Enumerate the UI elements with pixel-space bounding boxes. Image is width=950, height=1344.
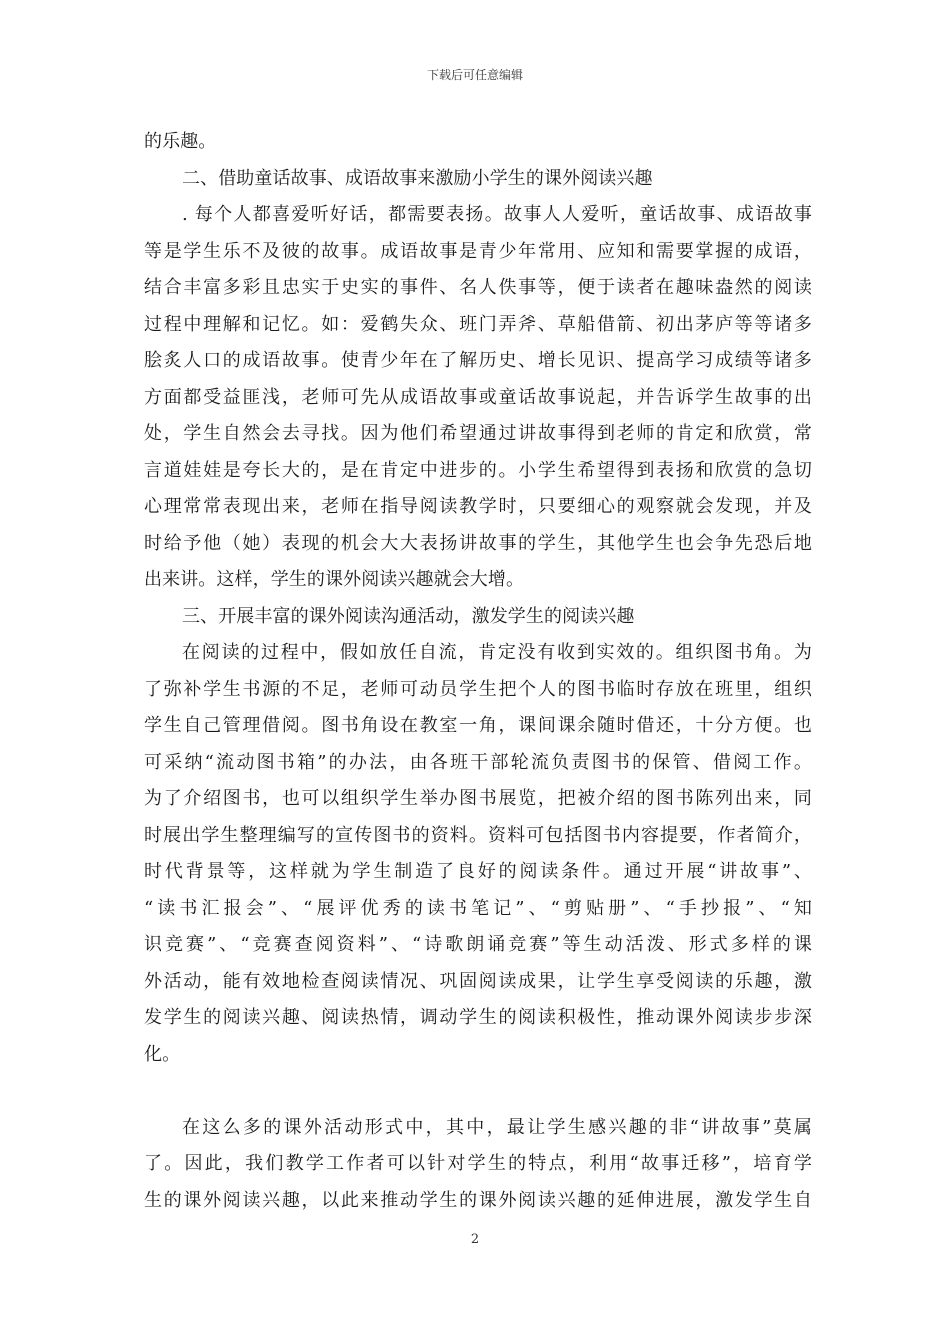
page-number: 2 <box>470 1232 480 1247</box>
paragraph-line: 心理常常表现出来，老师在指导阅读教学时，只要细心的观察就会发现，并及 <box>144 496 812 517</box>
paragraph-line: . 每个人都喜爱听好话，都需要表扬。故事人人爱听，童话故事、成语故事 <box>182 204 812 225</box>
paragraph-line: 发学生的阅读兴趣、阅读热情，调动学生的阅读积极性，推动课外阅读步步深 <box>144 1007 812 1028</box>
paragraph-line: 等是学生乐不及彼的故事。成语故事是青少年常用、应知和需要掌握的成语， <box>144 240 812 262</box>
paragraph-line: 结合丰富多彩且忠实于史实的事件、名人佚事等，便于读者在趣味盎然的阅读 <box>144 277 812 298</box>
page-header: 下载后可任意编辑 <box>426 68 523 82</box>
paragraph-line: 化。 <box>144 1043 181 1065</box>
section-heading-2: 二、借助童话故事、成语故事来激励小学生的课外阅读兴趣 <box>182 167 653 189</box>
paragraph-line: 时展出学生整理编写的宣传图书的资料。资料可包括图书内容提要，作者简介， <box>144 824 812 846</box>
blank-line <box>144 1073 812 1110</box>
document-body <box>144 124 812 1219</box>
paragraph-line: 识竞赛”、“竞赛查阅资料”、“诗歌朗诵竞赛”等生动活泼、形式多样的课 <box>144 934 812 955</box>
paragraph-line: 可采纳“流动图书箱”的办法，由各班干部轮流负责图书的保管、借阅工作。 <box>144 751 812 773</box>
paragraph-line: 外活动，能有效地检查阅读情况、巩固阅读成果，让学生享受阅读的乐趣，激 <box>144 970 812 992</box>
paragraph-line: 了弥补学生书源的不足，老师可动员学生把个人的图书临时存放在班里，组织 <box>144 678 812 700</box>
section-heading-3: 三、开展丰富的课外阅读沟通活动，激发学生的阅读兴趣 <box>182 605 635 627</box>
paragraph-line: 了。因此，我们教学工作者可以针对学生的特点，利用“故事迁移”，培育学 <box>144 1153 812 1174</box>
paragraph-line: 的乐趣。 <box>144 131 217 152</box>
paragraph-line: 生的课外阅读兴趣，以此来推动学生的课外阅读兴趣的延伸进展，激发学生自 <box>144 1189 812 1211</box>
paragraph-line: 言道娃娃是夸长大的，是在肯定中进步的。小学生希望得到表扬和欣赏的急切 <box>144 459 812 481</box>
paragraph-line: 方面都受益匪浅，老师可先从成语故事或童话故事说起，并告诉学生故事的出 <box>144 386 812 408</box>
paragraph-line: 过程中理解和记忆。如：爱鹤失众、班门弄斧、草船借箭、初出茅庐等等诸多 <box>144 313 812 335</box>
paragraph-line: 时给予他（她）表现的机会大大表扬讲故事的学生，其他学生也会争先恐后地 <box>144 532 812 554</box>
paragraph-line: 出来讲。这样，学生的课外阅读兴趣就会大增。 <box>144 569 525 590</box>
paragraph-line: “读书汇报会”、“展评优秀的读书笔记”、“剪贴册”、“手抄报”、“知 <box>144 897 812 919</box>
paragraph-line: 为了介绍图书，也可以组织学生举办图书展览，把被介绍的图书陈列出来，同 <box>144 788 812 809</box>
paragraph-line: 在阅读的过程中，假如放任自流，肯定没有收到实效的。组织图书角。为 <box>182 642 812 663</box>
paragraph-line: 处，学生自然会去寻找。因为他们希望通过讲故事得到老师的肯定和欣赏，常 <box>144 423 812 444</box>
paragraph-line: 学生自己管理借阅。图书角设在教室一角，课间课余随时借还，十分方便。也 <box>144 715 812 736</box>
paragraph-line: 时代背景等，这样就为学生制造了良好的阅读条件。通过开展“讲故事”、 <box>144 861 812 882</box>
paragraph-line: 在这么多的课外活动形式中，其中，最让学生感兴趣的非“讲故事”莫属 <box>182 1116 812 1138</box>
paragraph-line: 脍炙人口的成语故事。使青少年在了解历史、增长见识、提高学习成绩等诸多 <box>144 350 812 371</box>
